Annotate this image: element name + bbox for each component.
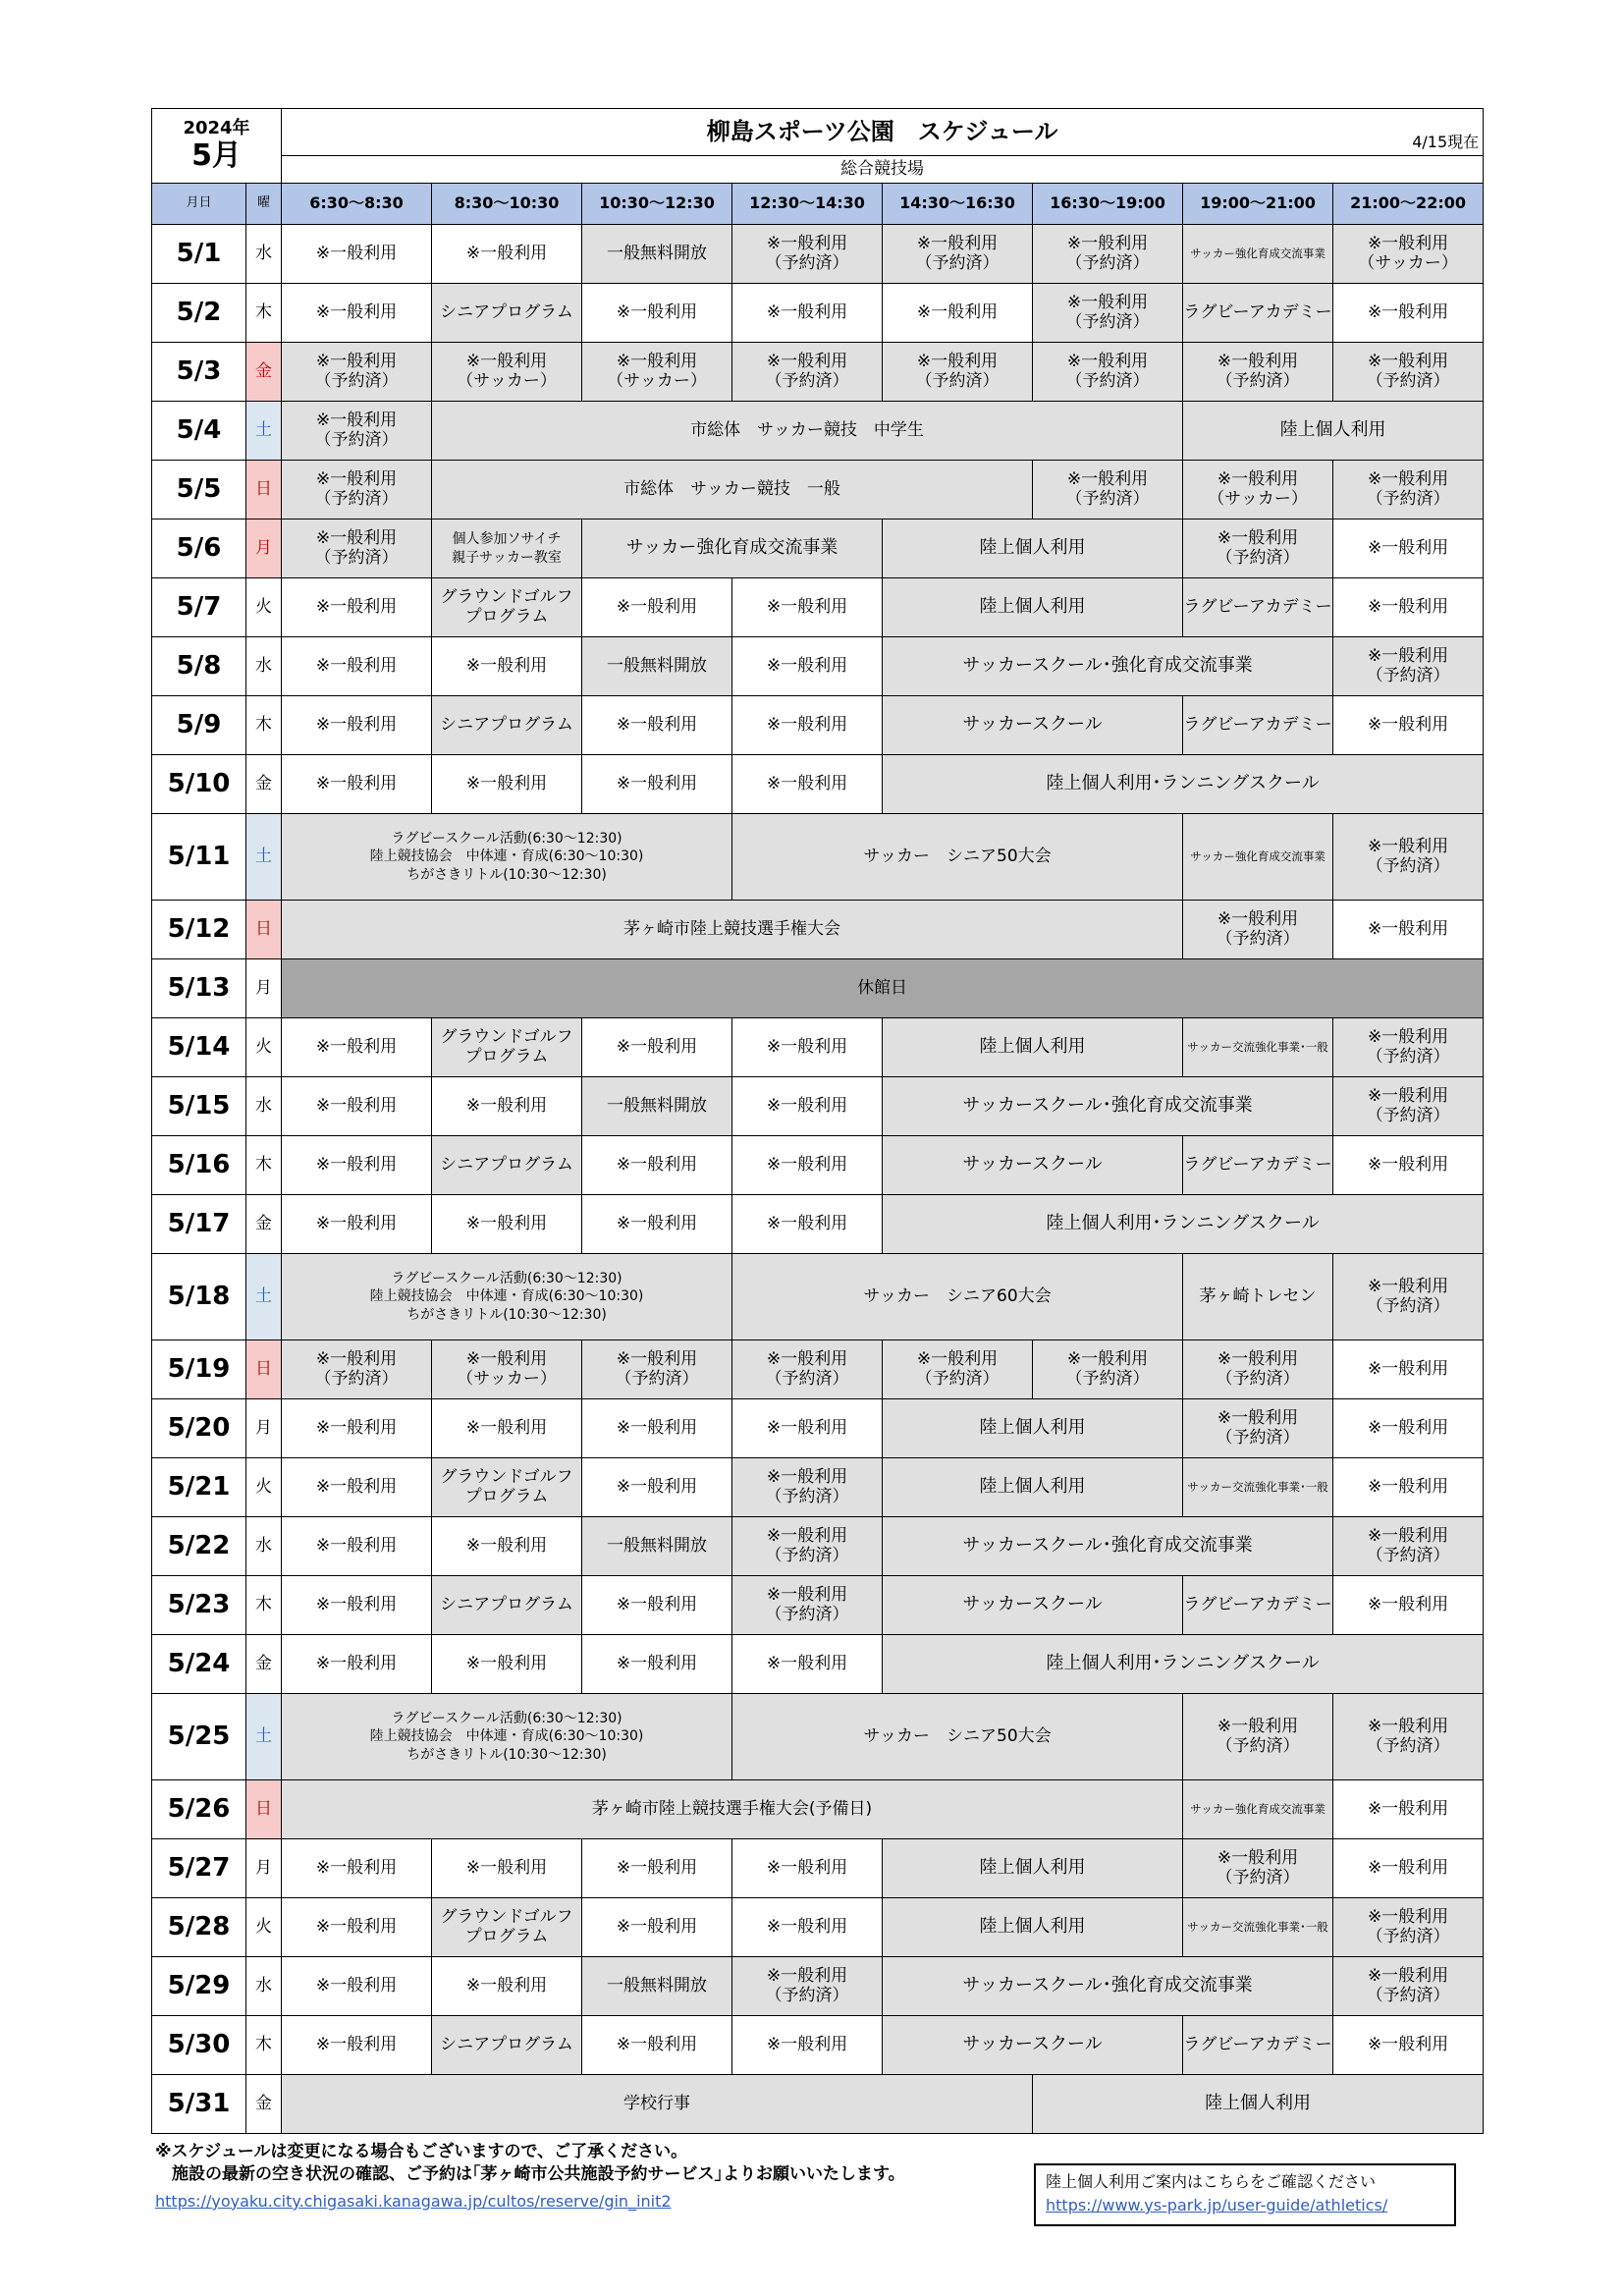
schedule-cell: ※一般利用 （予約済） xyxy=(282,402,432,461)
schedule-cell: ※一般利用 （予約済） xyxy=(1183,343,1333,402)
schedule-cell: 市総体 サッカー競技 一般 xyxy=(432,461,1033,519)
schedule-cell: 陸上個人利用 xyxy=(1033,2075,1484,2134)
weekday-cell: 日 xyxy=(246,901,282,959)
schedule-cell: ※一般利用 xyxy=(732,1018,883,1077)
schedule-row xyxy=(152,1399,1484,1458)
schedule-cell: ※一般利用 xyxy=(1333,284,1484,343)
schedule-row xyxy=(152,343,1484,402)
year-month-cell xyxy=(152,109,282,184)
schedule-row xyxy=(152,2016,1484,2075)
schedule-cell: グラウンドゴルフ プログラム xyxy=(432,1018,582,1077)
schedule-cell: ※一般利用 （予約済） xyxy=(1333,814,1484,901)
schedule-cell: サッカー交流強化事業･一般 xyxy=(1183,1898,1333,1957)
date-cell: 5/11 xyxy=(152,814,246,901)
schedule-cell: ※一般利用 xyxy=(282,225,432,284)
date-cell: 5/22 xyxy=(152,1517,246,1576)
athletics-info-box xyxy=(1034,2163,1456,2226)
schedule-row xyxy=(152,1077,1484,1136)
schedule-cell: ※一般利用 （予約済） xyxy=(1183,1399,1333,1458)
schedule-cell: ※一般利用 xyxy=(582,1018,732,1077)
schedule-cell: ※一般利用 （予約済） xyxy=(732,225,883,284)
time-slot-header-row xyxy=(152,184,1484,225)
schedule-cell: ※一般利用 xyxy=(732,1136,883,1195)
date-cell: 5/31 xyxy=(152,2075,246,2134)
schedule-cell: ラグビーアカデミー xyxy=(1183,2016,1333,2075)
schedule-cell: ※一般利用 xyxy=(582,1839,732,1898)
schedule-row xyxy=(152,1340,1484,1399)
weekday-cell: 水 xyxy=(246,1957,282,2016)
schedule-cell: サッカー強化育成交流事業 xyxy=(1183,1780,1333,1839)
schedule-cell: ※一般利用 （予約済） xyxy=(732,1957,883,2016)
weekday-cell: 火 xyxy=(246,1458,282,1517)
schedule-row xyxy=(152,814,1484,901)
date-cell: 5/13 xyxy=(152,959,246,1018)
time-slot-header: 6:30～8:30 xyxy=(282,184,432,225)
schedule-cell: ※一般利用 xyxy=(282,1517,432,1576)
date-column-header: 月日 xyxy=(152,184,246,225)
title-cell xyxy=(282,109,1484,156)
schedule-cell: ※一般利用 xyxy=(732,1635,883,1694)
schedule-cell: ※一般利用 （予約済） xyxy=(1333,1018,1484,1077)
schedule-cell: ※一般利用 xyxy=(432,1517,582,1576)
schedule-cell: ※一般利用 xyxy=(1333,1136,1484,1195)
schedule-cell: ※一般利用 xyxy=(1333,578,1484,637)
schedule-cell: ※一般利用 xyxy=(732,1077,883,1136)
weekday-cell: 月 xyxy=(246,1399,282,1458)
date-cell: 5/23 xyxy=(152,1576,246,1635)
schedule-cell: ※一般利用 （予約済） xyxy=(883,1340,1033,1399)
date-cell: 5/5 xyxy=(152,461,246,519)
weekday-cell: 金 xyxy=(246,343,282,402)
schedule-row xyxy=(152,519,1484,578)
time-slot-header: 12:30～14:30 xyxy=(732,184,883,225)
schedule-cell: ※一般利用 xyxy=(1333,519,1484,578)
schedule-cell: グラウンドゴルフ プログラム xyxy=(432,1458,582,1517)
weekday-cell: 日 xyxy=(246,461,282,519)
weekday-cell: 水 xyxy=(246,1517,282,1576)
schedule-cell: ※一般利用 xyxy=(432,225,582,284)
date-cell: 5/9 xyxy=(152,696,246,755)
weekday-cell: 火 xyxy=(246,1898,282,1957)
schedule-cell: ※一般利用 （サッカー） xyxy=(432,343,582,402)
date-cell: 5/21 xyxy=(152,1458,246,1517)
schedule-row xyxy=(152,637,1484,696)
schedule-row xyxy=(152,755,1484,814)
schedule-row xyxy=(152,901,1484,959)
schedule-cell: 陸上個人利用 xyxy=(883,1458,1183,1517)
schedule-cell: 一般無料開放 xyxy=(582,1077,732,1136)
schedule-cell: ※一般利用 （予約済） xyxy=(282,461,432,519)
weekday-cell: 金 xyxy=(246,2075,282,2134)
schedule-row xyxy=(152,1018,1484,1077)
schedule-cell: ※一般利用 xyxy=(432,755,582,814)
schedule-cell: ※一般利用 xyxy=(282,1839,432,1898)
schedule-cell: ※一般利用 xyxy=(432,1957,582,2016)
schedule-cell: サッカー強化育成交流事業 xyxy=(582,519,883,578)
schedule-cell: 茅ヶ崎トレセン xyxy=(1183,1254,1333,1340)
schedule-cell: 陸上個人利用 xyxy=(883,1399,1183,1458)
schedule-cell: ※一般利用 xyxy=(732,578,883,637)
schedule-cell: グラウンドゴルフ プログラム xyxy=(432,1898,582,1957)
schedule-cell: ※一般利用 （予約済） xyxy=(582,1340,732,1399)
schedule-cell: 陸上個人利用･ランニングスクール xyxy=(883,1635,1484,1694)
schedule-change-note: ※スケジュールは変更になる場合もございますので、ご了承ください。 xyxy=(155,2142,688,2161)
schedule-cell: ※一般利用 xyxy=(432,1839,582,1898)
schedule-cell: シニアプログラム xyxy=(432,2016,582,2075)
schedule-cell: ※一般利用 xyxy=(582,1458,732,1517)
schedule-cell: 茅ヶ崎市陸上競技選手権大会 xyxy=(282,901,1183,959)
weekday-cell: 水 xyxy=(246,1077,282,1136)
schedule-cell: ※一般利用 xyxy=(282,578,432,637)
schedule-cell: ※一般利用 xyxy=(732,1399,883,1458)
weekday-cell: 土 xyxy=(246,1694,282,1780)
schedule-row xyxy=(152,1136,1484,1195)
schedule-cell: ※一般利用 （予約済） xyxy=(883,343,1033,402)
schedule-cell: ラグビーアカデミー xyxy=(1183,1136,1333,1195)
schedule-cell: ※一般利用 xyxy=(1333,2016,1484,2075)
schedule-cell: ※一般利用 xyxy=(582,1576,732,1635)
schedule-cell: 陸上個人利用 xyxy=(883,519,1183,578)
schedule-cell: 陸上個人利用･ランニングスクール xyxy=(883,755,1484,814)
schedule-cell: ※一般利用 xyxy=(282,1136,432,1195)
schedule-cell: ※一般利用 xyxy=(582,284,732,343)
schedule-cell: ※一般利用 （予約済） xyxy=(1033,1340,1183,1399)
schedule-cell: サッカースクール･強化育成交流事業 xyxy=(883,1957,1333,2016)
schedule-sheet xyxy=(151,108,1483,2134)
schedule-cell: ※一般利用 xyxy=(282,2016,432,2075)
schedule-cell: ラグビーアカデミー xyxy=(1183,696,1333,755)
schedule-cell: ※一般利用 xyxy=(1333,1839,1484,1898)
schedule-cell: ※一般利用 （予約済） xyxy=(1333,637,1484,696)
schedule-cell: サッカースクール･強化育成交流事業 xyxy=(883,1077,1333,1136)
schedule-cell: ※一般利用 （予約済） xyxy=(1333,1898,1484,1957)
schedule-cell: ※一般利用 xyxy=(732,2016,883,2075)
date-cell: 5/15 xyxy=(152,1077,246,1136)
schedule-cell: 陸上個人利用･ランニングスクール xyxy=(883,1195,1484,1254)
schedule-cell: ラグビースクール活動(6:30～12:30) 陸上競技協会 中体連・育成(6:30～10:30) ちがさきリトル(10:30～12:30) xyxy=(282,1254,732,1340)
schedule-cell: ※一般利用 xyxy=(282,755,432,814)
schedule-cell: 茅ヶ崎市陸上競技選手権大会(予備日) xyxy=(282,1780,1183,1839)
schedule-row xyxy=(152,1195,1484,1254)
schedule-row xyxy=(152,578,1484,637)
weekday-cell: 水 xyxy=(246,225,282,284)
schedule-cell: サッカー交流強化事業･一般 xyxy=(1183,1018,1333,1077)
schedule-cell: ※一般利用 xyxy=(282,1957,432,2016)
schedule-cell: ※一般利用 （予約済） xyxy=(732,1517,883,1576)
schedule-table xyxy=(151,108,1484,2134)
time-slot-header: 19:00～21:00 xyxy=(1183,184,1333,225)
schedule-cell: ラグビースクール活動(6:30～12:30) 陸上競技協会 中体連・育成(6:30～10:30) ちがさきリトル(10:30～12:30) xyxy=(282,1694,732,1780)
schedule-cell: 個人参加ソサイチ 親子サッカー教室 xyxy=(432,519,582,578)
weekday-cell: 火 xyxy=(246,1018,282,1077)
weekday-cell: 金 xyxy=(246,755,282,814)
schedule-row xyxy=(152,1635,1484,1694)
schedule-cell: ※一般利用 xyxy=(582,696,732,755)
schedule-cell: ※一般利用 （予約済） xyxy=(1033,461,1183,519)
weekday-cell: 火 xyxy=(246,578,282,637)
schedule-cell: ※一般利用 （予約済） xyxy=(1183,1839,1333,1898)
schedule-cell: ※一般利用 （サッカー） xyxy=(1333,225,1484,284)
time-slot-header: 14:30～16:30 xyxy=(883,184,1033,225)
schedule-row xyxy=(152,1694,1484,1780)
schedule-cell: ラグビーアカデミー xyxy=(1183,284,1333,343)
weekday-column-header: 曜 xyxy=(246,184,282,225)
schedule-cell: ※一般利用 xyxy=(732,637,883,696)
schedule-cell: サッカー強化育成交流事業 xyxy=(1183,225,1333,284)
schedule-cell: ※一般利用 xyxy=(582,1195,732,1254)
schedule-row xyxy=(152,1898,1484,1957)
schedule-row xyxy=(152,284,1484,343)
date-cell: 5/20 xyxy=(152,1399,246,1458)
weekday-cell: 金 xyxy=(246,1195,282,1254)
date-cell: 5/19 xyxy=(152,1340,246,1399)
schedule-cell: ※一般利用 （サッカー） xyxy=(432,1340,582,1399)
schedule-cell: ※一般利用 （予約済） xyxy=(732,1458,883,1517)
weekday-cell: 日 xyxy=(246,1340,282,1399)
schedule-cell: ※一般利用 xyxy=(282,1399,432,1458)
schedule-cell: シニアプログラム xyxy=(432,284,582,343)
schedule-cell: ※一般利用 （予約済） xyxy=(732,1576,883,1635)
weekday-cell: 金 xyxy=(246,1635,282,1694)
schedule-cell: ※一般利用 xyxy=(1333,1458,1484,1517)
schedule-cell: サッカー交流強化事業･一般 xyxy=(1183,1458,1333,1517)
schedule-cell: ※一般利用 xyxy=(1333,1780,1484,1839)
schedule-cell: 陸上個人利用 xyxy=(883,1018,1183,1077)
schedule-cell: ※一般利用 xyxy=(282,637,432,696)
schedule-cell: ※一般利用 xyxy=(432,1635,582,1694)
weekday-cell: 日 xyxy=(246,1780,282,1839)
schedule-cell: シニアプログラム xyxy=(432,1576,582,1635)
schedule-cell: サッカースクール xyxy=(883,1136,1183,1195)
schedule-cell: ※一般利用 （予約済） xyxy=(1033,225,1183,284)
date-cell: 5/29 xyxy=(152,1957,246,2016)
date-cell: 5/3 xyxy=(152,343,246,402)
schedule-cell: ※一般利用 xyxy=(582,2016,732,2075)
schedule-cell: ※一般利用 （予約済） xyxy=(1183,1340,1333,1399)
schedule-cell: ※一般利用 （サッカー） xyxy=(582,343,732,402)
date-cell: 5/12 xyxy=(152,901,246,959)
schedule-row xyxy=(152,461,1484,519)
venue-label: 総合競技場 xyxy=(282,156,1484,184)
schedule-cell: ※一般利用 xyxy=(732,1195,883,1254)
schedule-cell: ※一般利用 xyxy=(432,1077,582,1136)
weekday-cell: 木 xyxy=(246,2016,282,2075)
weekday-cell: 土 xyxy=(246,402,282,461)
schedule-cell: ※一般利用 （予約済） xyxy=(1183,1694,1333,1780)
schedule-cell: ※一般利用 xyxy=(282,1635,432,1694)
schedule-cell: 学校行事 xyxy=(282,2075,1033,2134)
as-of-date: 4/15現在 xyxy=(1412,132,1480,151)
footer-notes xyxy=(155,2141,1000,2211)
schedule-cell: ※一般利用 xyxy=(282,1195,432,1254)
year-label: 2024年 xyxy=(183,117,250,138)
date-cell: 5/30 xyxy=(152,2016,246,2075)
schedule-cell: ※一般利用 （予約済） xyxy=(732,343,883,402)
weekday-cell: 月 xyxy=(246,1839,282,1898)
schedule-cell: シニアプログラム xyxy=(432,696,582,755)
schedule-cell: ※一般利用 xyxy=(732,696,883,755)
schedule-cell: ※一般利用 xyxy=(1333,1340,1484,1399)
schedule-cell: ※一般利用 xyxy=(282,1458,432,1517)
schedule-cell: ラグビーアカデミー xyxy=(1183,578,1333,637)
schedule-row xyxy=(152,1254,1484,1340)
schedule-cell: ※一般利用 （予約済） xyxy=(1333,1254,1484,1340)
schedule-row xyxy=(152,1517,1484,1576)
schedule-row xyxy=(152,2075,1484,2134)
time-slot-header: 10:30～12:30 xyxy=(582,184,732,225)
schedule-cell: ※一般利用 xyxy=(282,284,432,343)
schedule-cell: 陸上個人利用 xyxy=(883,578,1183,637)
schedule-cell: 一般無料開放 xyxy=(582,225,732,284)
weekday-cell: 水 xyxy=(246,637,282,696)
weekday-cell: 土 xyxy=(246,1254,282,1340)
date-cell: 5/2 xyxy=(152,284,246,343)
date-cell: 5/6 xyxy=(152,519,246,578)
schedule-cell: ラグビースクール活動(6:30～12:30) 陸上競技協会 中体連・育成(6:30～10:30) ちがさきリトル(10:30～12:30) xyxy=(282,814,732,901)
date-cell: 5/24 xyxy=(152,1635,246,1694)
schedule-cell: ※一般利用 （予約済） xyxy=(1333,1694,1484,1780)
schedule-row xyxy=(152,1839,1484,1898)
schedule-cell: ※一般利用 （サッカー） xyxy=(1183,461,1333,519)
athletics-guide-link[interactable]: https://www.ys-park.jp/user-guide/athletics/ xyxy=(1046,2196,1388,2214)
schedule-cell: ※一般利用 xyxy=(732,284,883,343)
weekday-cell: 木 xyxy=(246,284,282,343)
schedule-cell: ※一般利用 （予約済） xyxy=(282,519,432,578)
schedule-row xyxy=(152,225,1484,284)
date-cell: 5/4 xyxy=(152,402,246,461)
schedule-cell: ※一般利用 xyxy=(282,1576,432,1635)
reservation-link[interactable]: https://yoyaku.city.chigasaki.kanagawa.jp/cultos/reserve/gin_init2 xyxy=(155,2191,672,2211)
date-cell: 5/26 xyxy=(152,1780,246,1839)
weekday-cell: 土 xyxy=(246,814,282,901)
schedule-cell: ※一般利用 （予約済） xyxy=(1183,901,1333,959)
schedule-cell: サッカー シニア60大会 xyxy=(732,1254,1183,1340)
schedule-cell: サッカースクール xyxy=(883,696,1183,755)
schedule-cell: ※一般利用 （予約済） xyxy=(1333,1517,1484,1576)
schedule-cell: ※一般利用 xyxy=(732,1898,883,1957)
date-cell: 5/28 xyxy=(152,1898,246,1957)
schedule-cell: サッカー強化育成交流事業 xyxy=(1183,814,1333,901)
schedule-cell: ラグビーアカデミー xyxy=(1183,1576,1333,1635)
schedule-row xyxy=(152,1957,1484,2016)
schedule-cell: ※一般利用 （予約済） xyxy=(1333,1077,1484,1136)
schedule-cell: ※一般利用 （予約済） xyxy=(282,343,432,402)
schedule-cell: 休館日 xyxy=(282,959,1484,1018)
athletics-info-title: 陸上個人利用ご案内はこちらをご確認ください xyxy=(1046,2172,1377,2191)
schedule-row xyxy=(152,696,1484,755)
schedule-cell: ※一般利用 xyxy=(883,284,1033,343)
schedule-cell: ※一般利用 xyxy=(282,1898,432,1957)
weekday-cell: 月 xyxy=(246,959,282,1018)
weekday-cell: 木 xyxy=(246,1136,282,1195)
schedule-cell: 陸上個人利用 xyxy=(883,1898,1183,1957)
schedule-cell: ※一般利用 （予約済） xyxy=(732,1340,883,1399)
schedule-row xyxy=(152,1458,1484,1517)
schedule-cell: 一般無料開放 xyxy=(582,1957,732,2016)
schedule-cell: ※一般利用 xyxy=(1333,1576,1484,1635)
schedule-row xyxy=(152,1780,1484,1839)
schedule-cell: ※一般利用 xyxy=(582,1635,732,1694)
schedule-cell: サッカースクール･強化育成交流事業 xyxy=(883,1517,1333,1576)
schedule-cell: ※一般利用 （予約済） xyxy=(1333,461,1484,519)
date-cell: 5/7 xyxy=(152,578,246,637)
schedule-cell: サッカースクール xyxy=(883,2016,1183,2075)
date-cell: 5/25 xyxy=(152,1694,246,1780)
date-cell: 5/8 xyxy=(152,637,246,696)
schedule-cell: サッカー シニア50大会 xyxy=(732,1694,1183,1780)
schedule-cell: ※一般利用 xyxy=(582,755,732,814)
time-slot-header: 21:00～22:00 xyxy=(1333,184,1484,225)
schedule-cell: ※一般利用 xyxy=(582,1136,732,1195)
schedule-row xyxy=(152,402,1484,461)
page-title: 柳島スポーツ公園 スケジュール xyxy=(706,117,1058,145)
date-cell: 5/14 xyxy=(152,1018,246,1077)
schedule-cell: ※一般利用 （予約済） xyxy=(1333,343,1484,402)
weekday-cell: 月 xyxy=(246,519,282,578)
schedule-row xyxy=(152,959,1484,1018)
schedule-cell: 陸上個人利用 xyxy=(1183,402,1484,461)
reservation-note: 施設の最新の空き状況の確認、ご予約は｢茅ヶ崎市公共施設予約サービス｣よりお願いいたします。 xyxy=(155,2163,905,2184)
month-label: 5月 xyxy=(191,137,242,173)
schedule-cell: ※一般利用 xyxy=(432,1399,582,1458)
schedule-cell: ※一般利用 （予約済） xyxy=(1033,284,1183,343)
schedule-cell: ※一般利用 xyxy=(282,1018,432,1077)
schedule-cell: ※一般利用 xyxy=(582,1898,732,1957)
date-cell: 5/18 xyxy=(152,1254,246,1340)
schedule-cell: サッカースクール･強化育成交流事業 xyxy=(883,637,1333,696)
time-slot-header: 16:30～19:00 xyxy=(1033,184,1183,225)
schedule-cell: ※一般利用 xyxy=(432,1195,582,1254)
schedule-cell: ※一般利用 （予約済） xyxy=(1183,519,1333,578)
time-slot-header: 8:30～10:30 xyxy=(432,184,582,225)
schedule-cell: ※一般利用 xyxy=(582,1399,732,1458)
date-cell: 5/27 xyxy=(152,1839,246,1898)
schedule-cell: ※一般利用 xyxy=(1333,696,1484,755)
date-cell: 5/17 xyxy=(152,1195,246,1254)
schedule-cell: 市総体 サッカー競技 中学生 xyxy=(432,402,1183,461)
schedule-cell: ※一般利用 xyxy=(732,755,883,814)
date-cell: 5/16 xyxy=(152,1136,246,1195)
schedule-row xyxy=(152,1576,1484,1635)
schedule-cell: 一般無料開放 xyxy=(582,637,732,696)
schedule-cell: サッカー シニア50大会 xyxy=(732,814,1183,901)
schedule-cell: サッカースクール xyxy=(883,1576,1183,1635)
schedule-cell: ※一般利用 （予約済） xyxy=(1033,343,1183,402)
weekday-cell: 木 xyxy=(246,696,282,755)
schedule-cell: ※一般利用 xyxy=(1333,901,1484,959)
schedule-cell: ※一般利用 xyxy=(732,1839,883,1898)
schedule-cell: ※一般利用 （予約済） xyxy=(282,1340,432,1399)
schedule-cell: 陸上個人利用 xyxy=(883,1839,1183,1898)
schedule-cell: シニアプログラム xyxy=(432,1136,582,1195)
schedule-cell: ※一般利用 xyxy=(282,1077,432,1136)
schedule-cell: ※一般利用 （予約済） xyxy=(1333,1957,1484,2016)
weekday-cell: 木 xyxy=(246,1576,282,1635)
schedule-cell: ※一般利用 （予約済） xyxy=(883,225,1033,284)
date-cell: 5/1 xyxy=(152,225,246,284)
date-cell: 5/10 xyxy=(152,755,246,814)
schedule-cell: グラウンドゴルフ プログラム xyxy=(432,578,582,637)
schedule-cell: ※一般利用 xyxy=(582,578,732,637)
schedule-cell: 一般無料開放 xyxy=(582,1517,732,1576)
schedule-cell: ※一般利用 xyxy=(282,696,432,755)
schedule-cell: ※一般利用 xyxy=(1333,1399,1484,1458)
schedule-cell: ※一般利用 xyxy=(432,637,582,696)
